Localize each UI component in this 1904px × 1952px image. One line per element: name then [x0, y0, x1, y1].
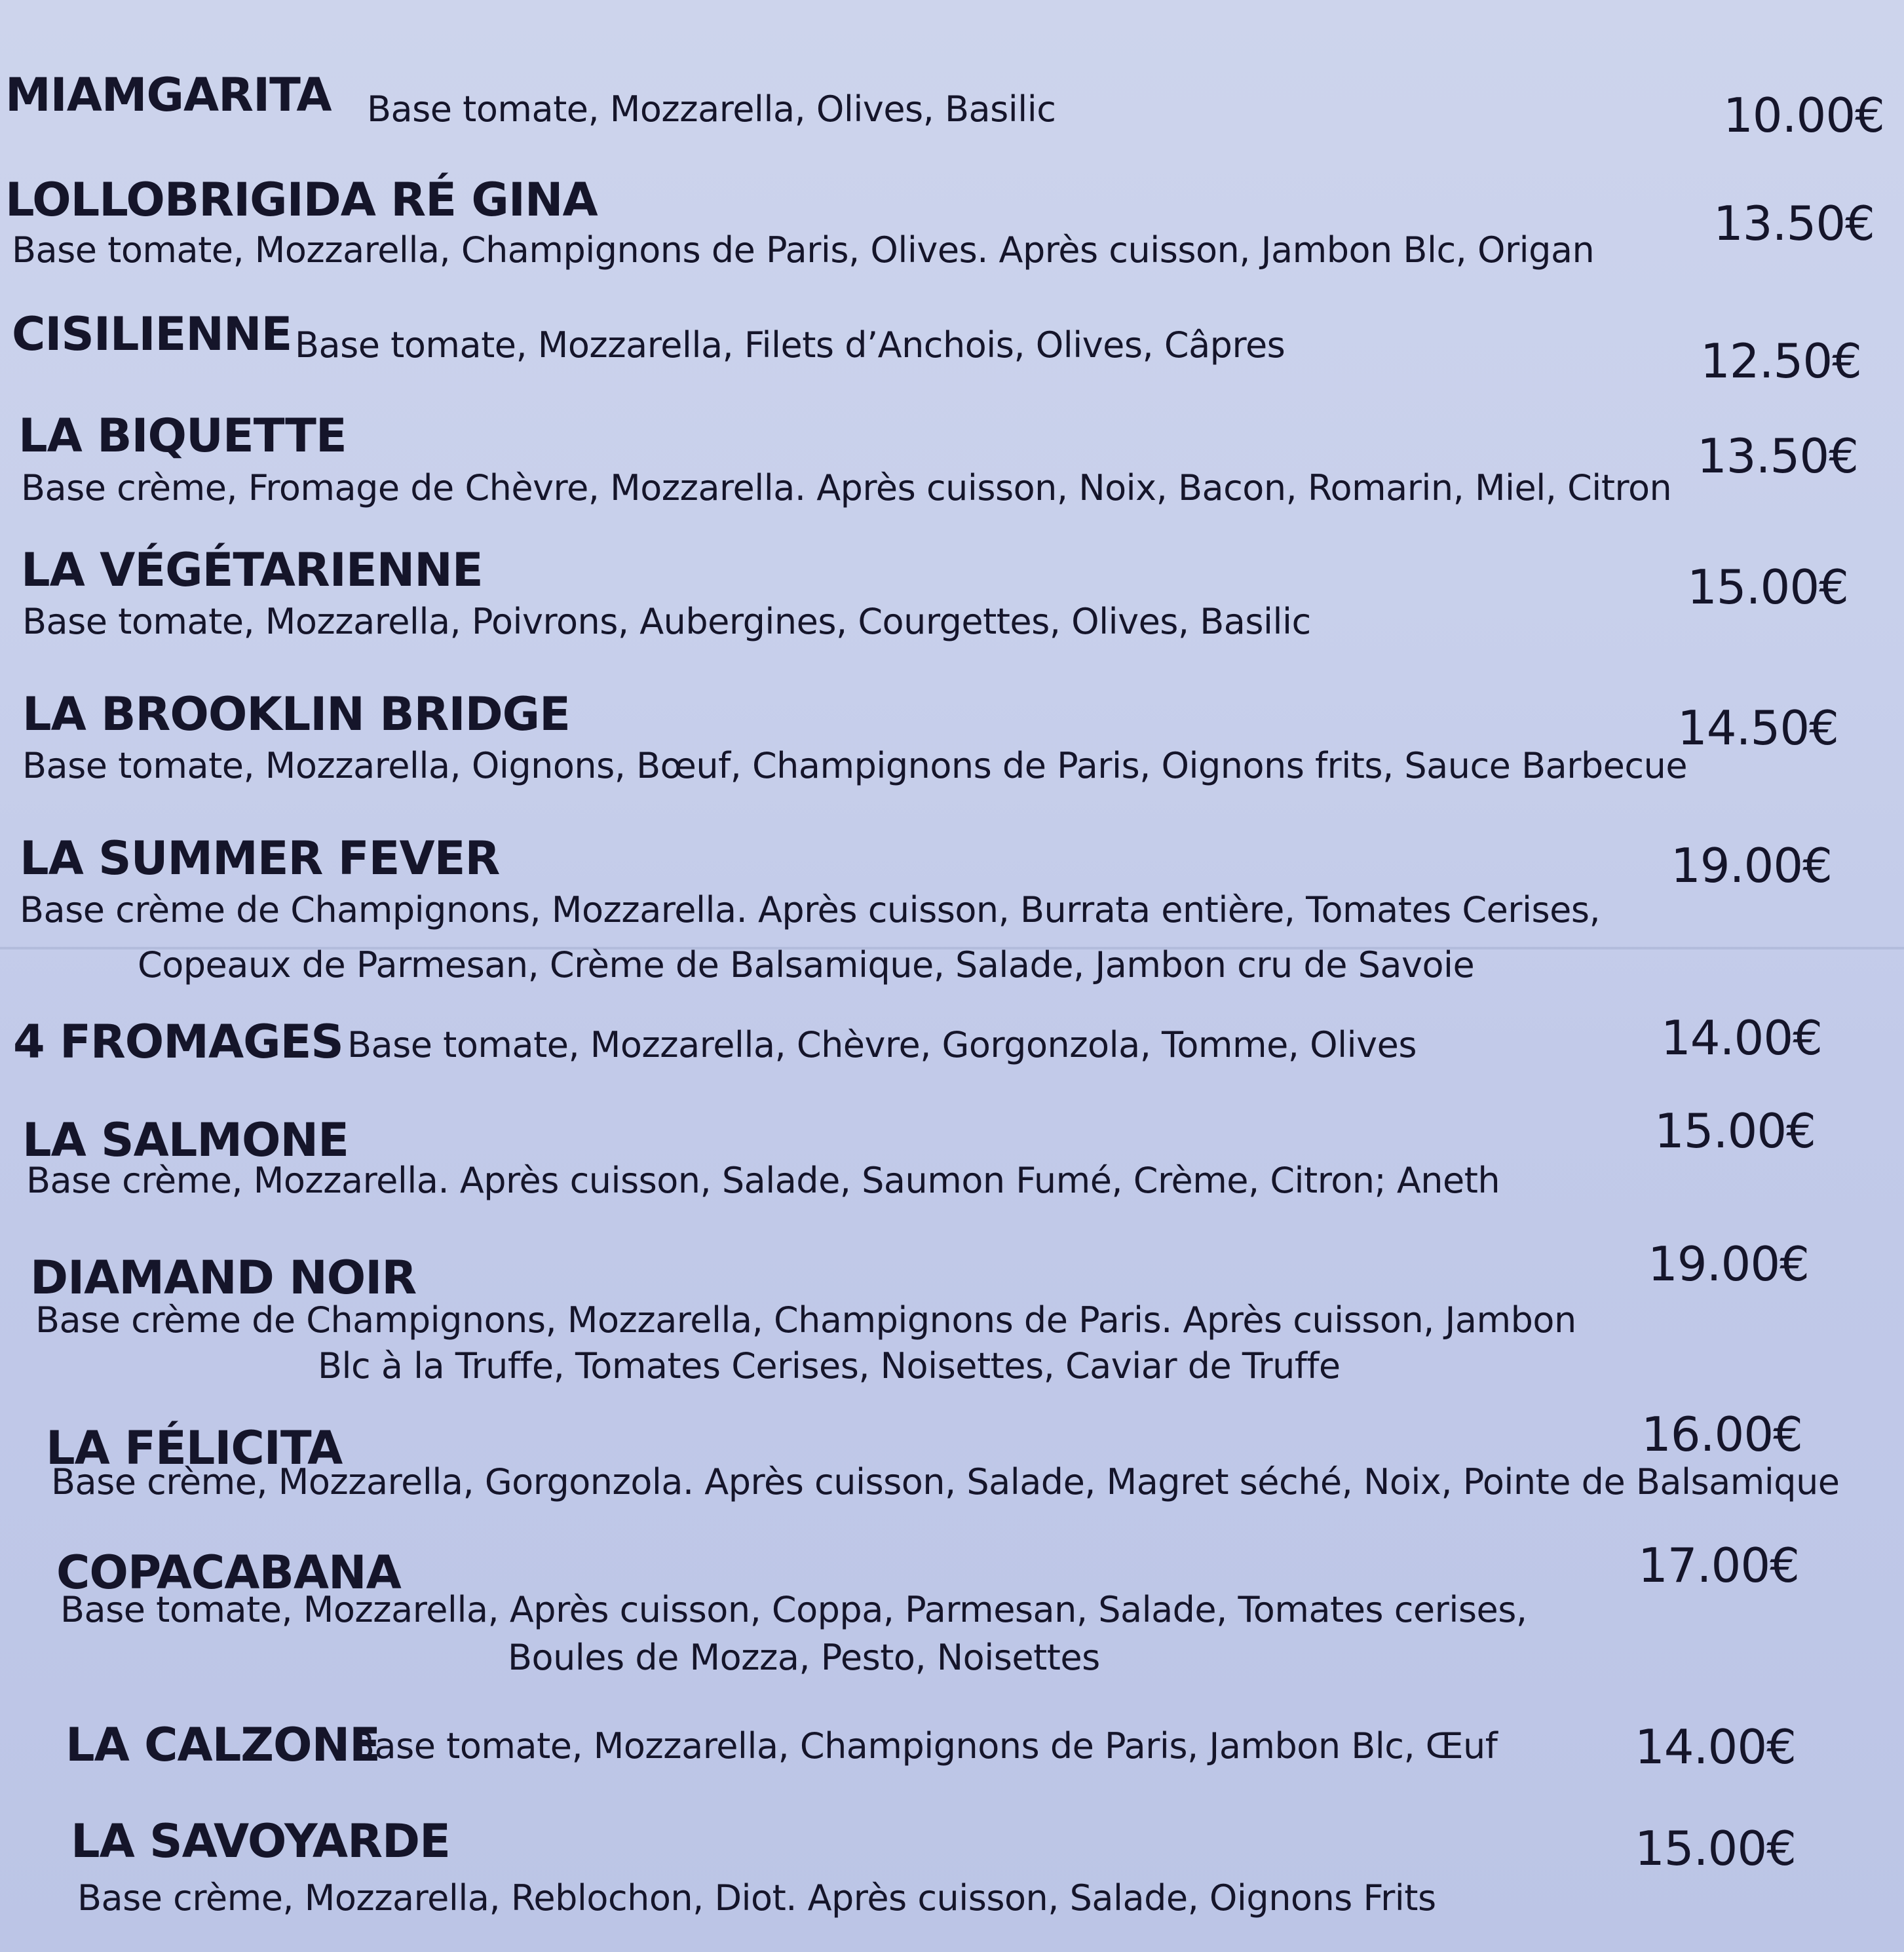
- item-description: Base tomate, Mozzarella, Après cuisson, Coppa, Parmesan, Salade, Tomates cerises,: [60, 1589, 1527, 1630]
- item-price: 12.50€: [1700, 334, 1861, 389]
- item-price: 15.00€: [1635, 1821, 1796, 1876]
- item-description-continued: Copeaux de Parmesan, Crème de Balsamique, Salade, Jambon cru de Savoie: [138, 944, 1475, 986]
- item-price: 14.00€: [1661, 1010, 1822, 1065]
- item-name: CISILIENNE: [12, 307, 292, 361]
- item-description-continued: Blc à la Truffe, Tomates Cerises, Noisettes, Caviar de Truffe: [318, 1345, 1341, 1387]
- item-name: MIAMGARITA: [5, 68, 332, 122]
- item-price: 15.00€: [1687, 560, 1848, 615]
- item-description: Base tomate, Mozzarella, Olives, Basilic: [367, 88, 1056, 130]
- item-price: 16.00€: [1641, 1407, 1802, 1462]
- item-price: 14.00€: [1635, 1719, 1796, 1774]
- item-name: COPACABANA: [56, 1546, 401, 1599]
- item-price: 10.00€: [1723, 88, 1884, 143]
- item-price: 14.50€: [1677, 700, 1838, 756]
- item-price: 13.50€: [1713, 196, 1875, 251]
- item-name: LA CALZONE: [66, 1718, 380, 1772]
- item-price: 13.50€: [1697, 429, 1858, 484]
- item-name: LA BROOKLIN BRIDGE: [22, 687, 570, 741]
- item-description: Base tomate, Mozzarella, Chèvre, Gorgonzola, Tomme, Olives: [347, 1024, 1417, 1065]
- item-description: Base tomate, Mozzarella, Poivrons, Aubergines, Courgettes, Olives, Basilic: [22, 601, 1311, 642]
- item-description: Base tomate, Mozzarella, Champignons de Paris, Olives. Après cuisson, Jambon Blc, Origan: [12, 229, 1595, 271]
- item-price: 15.00€: [1654, 1103, 1816, 1158]
- item-description: Base crème, Mozzarella. Après cuisson, Salade, Saumon Fumé, Crème, Citron; Aneth: [26, 1160, 1500, 1201]
- item-name: LOLLOBRIGIDA RÉ GINA: [5, 173, 598, 227]
- item-name: LA VÉGÉTARIENNE: [21, 543, 483, 597]
- item-description: Base tomate, Mozzarella, Oignons, Bœuf, Champignons de Paris, Oignons frits, Sauce Barbecue: [22, 745, 1688, 786]
- item-description: Base crème, Fromage de Chèvre, Mozzarella. Après cuisson, Noix, Bacon, Romarin, Miel, Citron: [21, 467, 1672, 508]
- item-description-continued: Boules de Mozza, Pesto, Noisettes: [508, 1637, 1100, 1678]
- item-name: LA SALMONE: [22, 1113, 349, 1167]
- item-name: 4 FROMAGES: [13, 1015, 343, 1069]
- item-description: Base crème de Champignons, Mozzarella. Après cuisson, Burrata entière, Tomates Cerises,: [20, 889, 1601, 930]
- item-name: DIAMAND NOIR: [30, 1251, 417, 1305]
- item-description: Base crème, Mozzarella, Reblochon, Diot. Après cuisson, Salade, Oignons Frits: [77, 1877, 1436, 1919]
- item-name: LA SUMMER FEVER: [20, 832, 500, 885]
- item-price: 19.00€: [1648, 1236, 1809, 1292]
- item-description: Base tomate, Mozzarella, Filets d’Anchois, Olives, Câpres: [295, 324, 1285, 366]
- item-price: 17.00€: [1638, 1538, 1799, 1593]
- item-description: Base crème de Champignons, Mozzarella, Champignons de Paris. Après cuisson, Jambon: [35, 1299, 1576, 1341]
- item-price: 19.00€: [1671, 838, 1832, 893]
- item-name: LA FÉLICITA: [46, 1421, 343, 1475]
- item-description: Base tomate, Mozzarella, Champignons de Paris, Jambon Blc, Œuf: [351, 1725, 1498, 1767]
- item-description: Base crème, Mozzarella, Gorgonzola. Après cuisson, Salade, Magret séché, Noix, Pointe de Balsamique: [51, 1461, 1840, 1502]
- item-name: LA SAVOYARDE: [71, 1814, 450, 1868]
- item-name: LA BIQUETTE: [18, 409, 347, 463]
